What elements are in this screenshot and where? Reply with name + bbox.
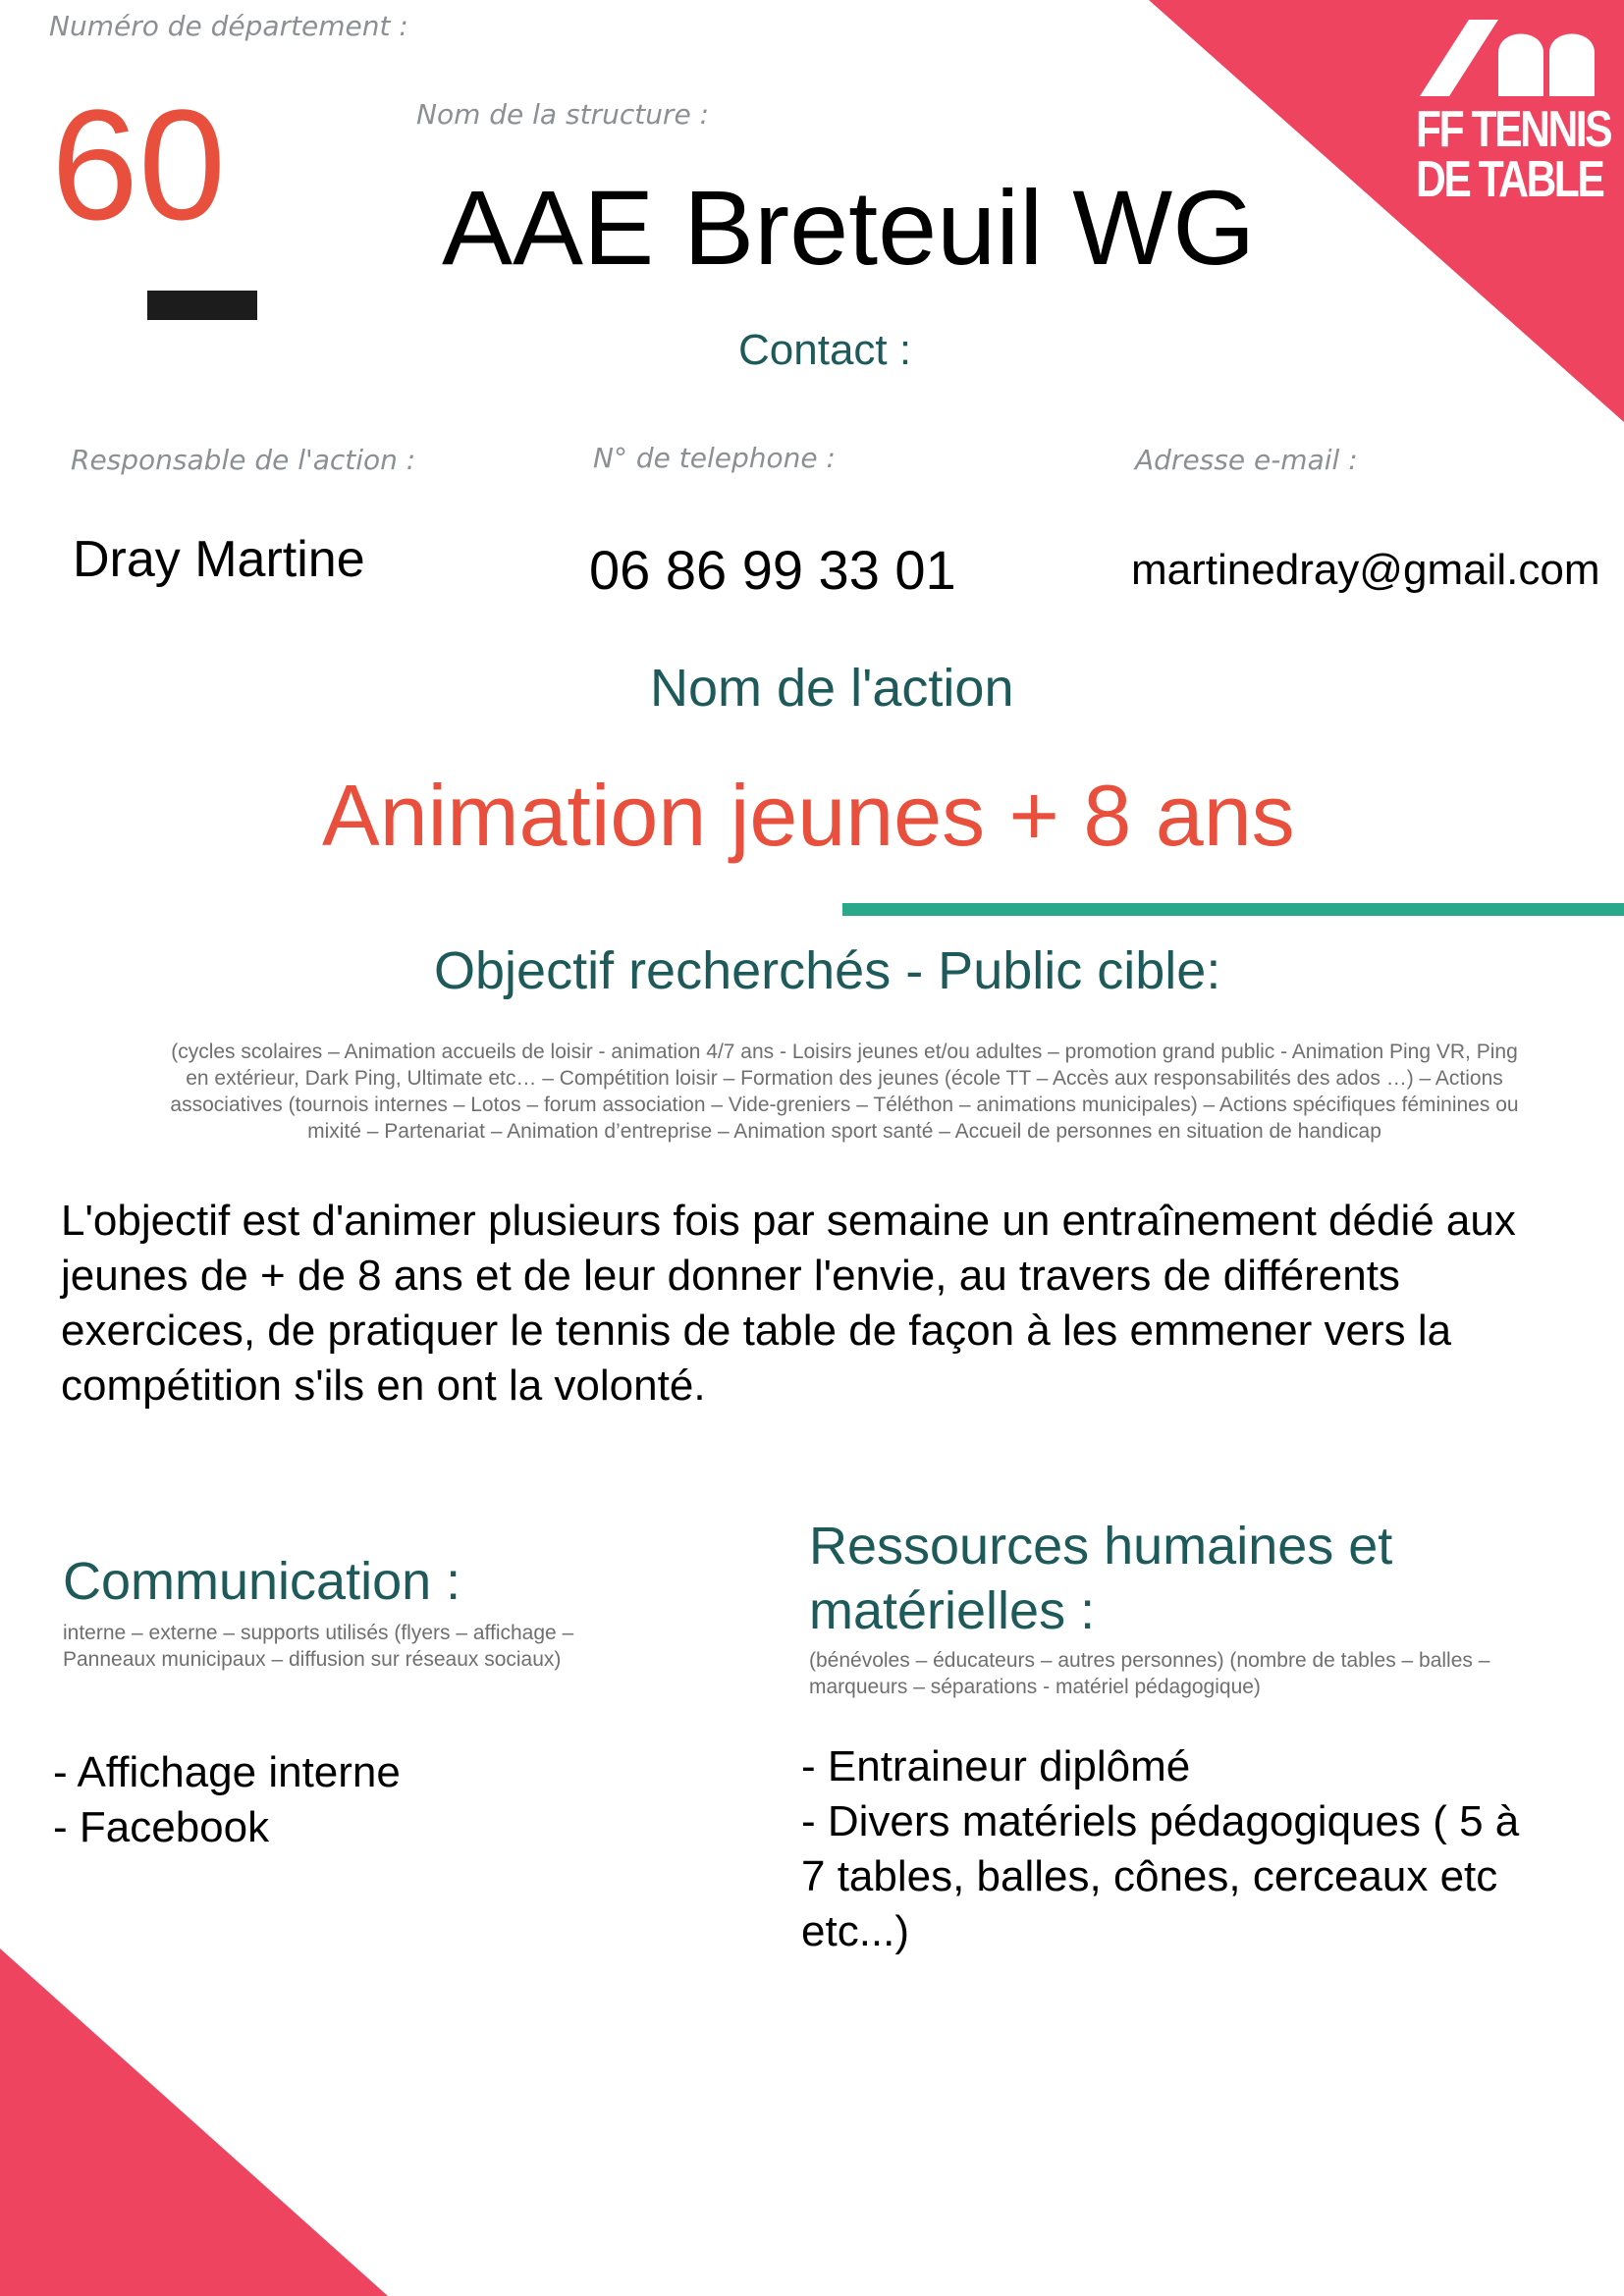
communication-item: - Facebook [53,1803,270,1851]
action-heading: Nom de l'action [650,659,1014,718]
email-label: Adresse e-mail : [1135,444,1358,476]
logo-text-line2: DE TABLE [1416,151,1603,208]
responsible-label: Responsable de l'action : [71,444,416,476]
ff-tennis-de-table-logo [1414,14,1610,210]
communication-item: - Affichage interne [53,1748,401,1796]
communication-hint: interne – externe – supports utilisés (flyers – affichage – Panneaux municipaux – diffusion sur réseaux sociaux) [63,1622,574,1671]
communication-list [53,1745,740,1855]
resources-text: - Entraineur diplômé - Divers matériels pédagogiques ( 5 à 7 tables, balles, cônes, cerceaux etc etc...) [801,1742,1520,1955]
logo-text-line1: FF TENNIS [1416,101,1611,158]
action-name: Animation jeunes + 8 ans [322,767,1295,864]
objective-hint: (cycles scolaires – Animation accueils de loisir - animation 4/7 ans - Loisirs jeunes et/ou adultes – promotion grand public - Animation Ping VR, Ping en extérieur, Dark Ping, Ultimate etc… – Compétition loisir – Formation des jeunes (école TT – Accès aux responsabilités des ados …) – Actions associatives (tournois internes – Lotos – forum association – Vide-greniers – Téléthon – animations municipales) – Actions spécifiques féminines ou mixité – Partenariat – Animation d’entreprise – Animation sport santé – Accueil de personnes en situation de handicap [170,1041,1519,1143]
contact-heading: Contact : [738,326,912,374]
objective-heading: Objectif recherchés - Public cible: [434,941,1221,1000]
resources-hint: (bénévoles – éducateurs – autres personnes) (nombre de tables – balles – marqueurs – séparations - matériel pédagogique) [809,1649,1490,1698]
department-number: 60 [51,77,226,252]
communication-heading: Communication : [63,1552,461,1611]
phone-label: N° de telephone : [593,442,836,474]
structure-label: Nom de la structure : [416,98,710,131]
responsible-name: Dray Martine [73,531,365,588]
department-underline [147,291,257,320]
resources-heading: Ressources humaines et matérielles : [809,1517,1393,1640]
department-label: Numéro de département : [49,10,408,42]
logo-mark-icon [1414,14,1610,102]
phone-number: 06 86 99 33 01 [589,539,956,601]
structure-name: AAE Breteuil WG [442,168,1256,287]
email-address: martinedray@gmail.com [1131,546,1600,594]
action-divider-bar [842,903,1624,916]
objective-text: L'objectif est d'animer plusieurs fois par semaine un entraînement dédié aux jeunes de + de 8 ans et de leur donner l'envie, au travers de différents exercices, de pratiquer le tennis de table de façon à les emmener vers la compétition s'ils en ont la volonté. [61,1197,1516,1410]
